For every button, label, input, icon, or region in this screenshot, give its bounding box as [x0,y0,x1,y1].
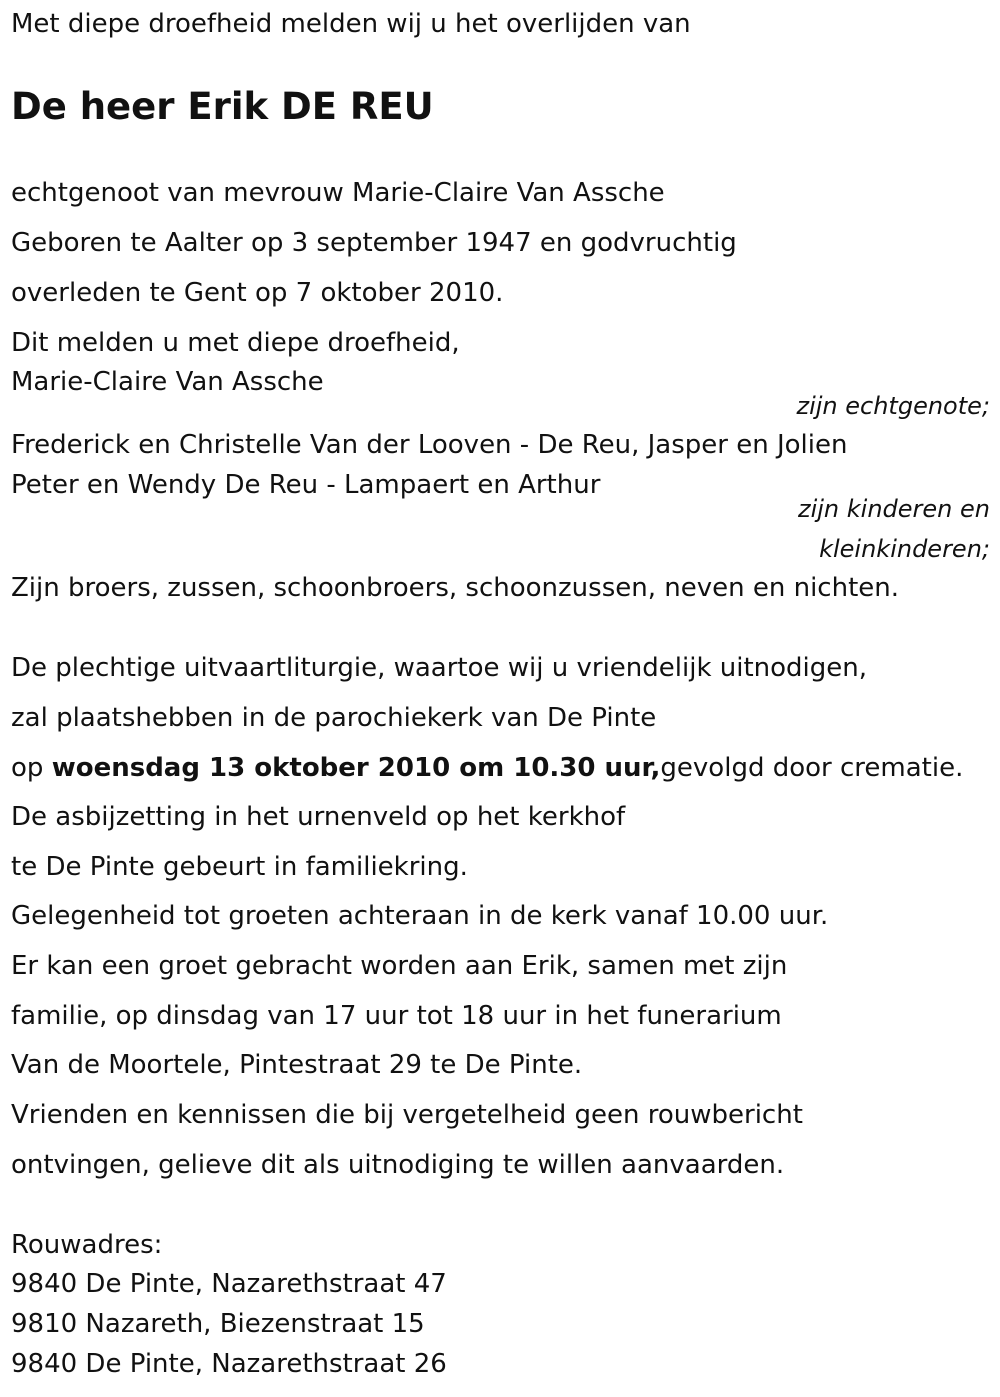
address-label: Rouwadres: [11,1230,163,1260]
funeral-line-5: te De Pinte gebeurt in familiekring. [11,852,468,882]
funeral-line-8: familie, op dinsdag van 17 uur tot 18 uur in het funerarium [11,1001,782,1031]
birth-line: Geboren te Aalter op 3 september 1947 en godvruchtig [11,228,737,258]
spouse-line: echtgenoot van mevrouw Marie-Claire Van Assche [11,178,665,208]
death-line: overleden te Gent op 7 oktober 2010. [11,278,504,308]
funeral-line-7: Er kan een groet gebracht worden aan Erik, samen met zijn [11,951,788,981]
funeral-date: woensdag 13 oktober 2010 om 10.30 uur, [51,753,661,783]
funeral-date-suffix: gevolgd door crematie. [660,753,964,783]
spouse-name: Marie-Claire Van Assche [11,367,324,397]
address-line: 9810 Nazareth, Biezenstraat 15 [11,1309,425,1339]
children-role-2: kleinkinderen; [819,535,990,563]
funeral-line-1: De plechtige uitvaartliturgie, waartoe wij u vriendelijk uitnodigen, [11,653,868,683]
funeral-line-4: De asbijzetting in het urnenveld op het kerkhof [11,802,626,832]
announce-line: Dit melden u met diepe droefheid, [11,328,460,358]
children-role-1: zijn kinderen en [798,495,990,523]
spouse-role: zijn echtgenote; [796,392,990,420]
funeral-line-6: Gelegenheid tot groeten achteraan in de kerk vanaf 10.00 uur. [11,901,829,931]
address-line: 9840 De Pinte, Nazarethstraat 47 [11,1269,447,1299]
funeral-line-9: Van de Moortele, Pintestraat 29 te De Pinte. [11,1050,583,1080]
funeral-line-3 [11,755,963,781]
funeral-line-11: ontvingen, gelieve dit als uitnodiging te willen aanvaarden. [11,1150,785,1180]
siblings-line: Zijn broers, zussen, schoonbroers, schoonzussen, neven en nichten. [11,573,899,603]
children-line-1: Frederick en Christelle Van der Looven - De Reu, Jasper en Jolien [11,430,848,460]
children-line-2: Peter en Wendy De Reu - Lampaert en Arthur [11,470,601,500]
funeral-date-prefix: op [11,753,52,783]
deceased-name: De heer Erik DE REU [11,85,434,128]
funeral-line-2: zal plaatshebben in de parochiekerk van De Pinte [11,703,657,733]
funeral-line-10: Vrienden en kennissen die bij vergetelheid geen rouwbericht [11,1100,803,1130]
address-line: 9840 De Pinte, Nazarethstraat 26 [11,1349,447,1379]
intro-text: Met diepe droefheid melden wij u het overlijden van [11,9,691,39]
